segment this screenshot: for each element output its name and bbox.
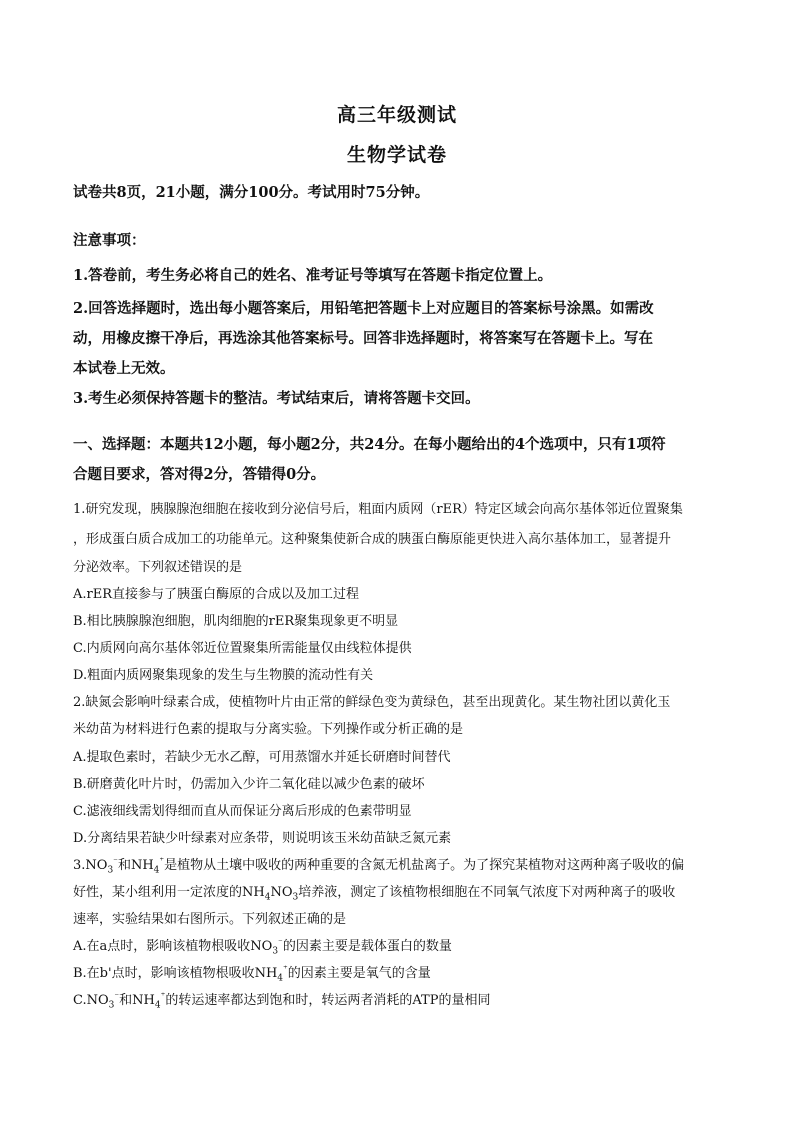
- q3-stem-line-3: 速率，实验结果如右图所示。下列叙述正确的是: [73, 912, 347, 927]
- exam-subtitle: 生物学试卷: [346, 144, 447, 166]
- q1-stem-line-1: 1.研究发现，胰腺腺泡细胞在接收到分泌信号后，粗面内质网（rER）特定区域会向高尔基体邻近位置聚集: [73, 502, 683, 517]
- notice-item-3: 3.考生必须保持答题卡的整洁。考试结束后，请将答题卡交回。: [73, 390, 480, 407]
- section-1-instructions-line-1: 一、选择题：本题共12小题，每小题2分，共24分。在每小题给出的4个选项中，只有1项符: [73, 436, 666, 453]
- q3-option-b: B.在b'点时，影响该植物根吸收$NH_4^{^+}$的因素主要是氧气的含量: [73, 964, 431, 984]
- q1-option-a: A.rER直接参与了胰蛋白酶原的合成以及加工过程: [73, 587, 360, 602]
- q2-stem-line-2: 米幼苗为材料进行色素的提取与分离实验。下列操作或分析正确的是: [73, 722, 464, 737]
- q2-option-a: A.提取色素时，若缺少无水乙醇，可用蒸馏水并延长研磨时间替代: [73, 750, 451, 765]
- q1-option-b: B.相比胰腺腺泡细胞，肌肉细胞的rER聚集现象更不明显: [73, 614, 399, 629]
- q1-option-d: D.粗面内质网聚集现象的发生与生物膜的流动性有关: [73, 668, 374, 683]
- q1-stem-line-2: ，形成蛋白质合成加工的功能单元。这种聚集使新合成的胰蛋白酶原能更快进入高尔基体加工，显著提升: [73, 532, 672, 547]
- notice-item-2-line-3: 本试卷上无效。: [73, 360, 175, 377]
- q3-option-a: A.在a点时，影响该植物根吸收$NO_3^{^-}$的因素主要是载体蛋白的数量: [73, 937, 452, 957]
- q1-option-c: C.内质网向高尔基体邻近位置聚集所需能量仅由线粒体提供: [73, 641, 412, 656]
- q2-option-c: C.滤液细线需划得细而直从而保证分离后形成的色素带明显: [73, 804, 412, 819]
- q3-stem-line-1: $3.NO_3^{^-}$和$NH_4^{^+}$是植物从土壤中吸收的两种重要的含氮无机盐离子。为了探究某植物对这两种离子吸收的偏: [73, 856, 685, 876]
- exam-title: 高三年级测试: [336, 104, 457, 126]
- q3-option-c: $C.NO_3^{^-}$和$NH_4^{^+}$的转运速率都达到饱和时，转运两者消耗的ATP的量相同: [73, 991, 491, 1011]
- exam-info: 试卷共8页，21小题，满分100分。考试用时75分钟。: [73, 184, 430, 201]
- q1-stem-line-3: 分泌效率。下列叙述错误的是: [73, 560, 243, 575]
- notice-item-2-line-1: 2.回答选择题时，选出每小题答案后，用铅笔把答题卡上对应题目的答案标号涂黑。如需改: [73, 300, 654, 317]
- q3-stem-line-2: 好性，某小组利用一定浓度的$NH_4NO_3$培养液，测定了该植物根细胞在不同氧气浓度下对两种离子的吸收: [73, 885, 676, 903]
- notice-item-1: 1.答卷前，考生务必将自己的姓名、准考证号等填写在答题卡指定位置上。: [73, 267, 553, 284]
- notice-item-2-line-2: 动，用橡皮擦干净后，再选涂其他答案标号。回答非选择题时，将答案写在答题卡上。写在: [73, 330, 653, 347]
- notice-heading: 注意事项：: [73, 232, 146, 249]
- section-1-instructions-line-2: 合题目要求，答对得2分，答错得0分。: [73, 466, 326, 483]
- q2-option-d: D.分离结果若缺少叶绿素对应条带，则说明该玉米幼苗缺乏氮元素: [73, 831, 452, 846]
- q2-option-b: B.研磨黄化叶片时，仍需加入少许二氧化硅以减少色素的破坏: [73, 777, 425, 792]
- q2-stem-line-1: 2.缺氮会影响叶绿素合成，使植物叶片由正常的鲜绿色变为黄绿色，甚至出现黄化。某生物社团以黄化玉: [73, 695, 671, 710]
